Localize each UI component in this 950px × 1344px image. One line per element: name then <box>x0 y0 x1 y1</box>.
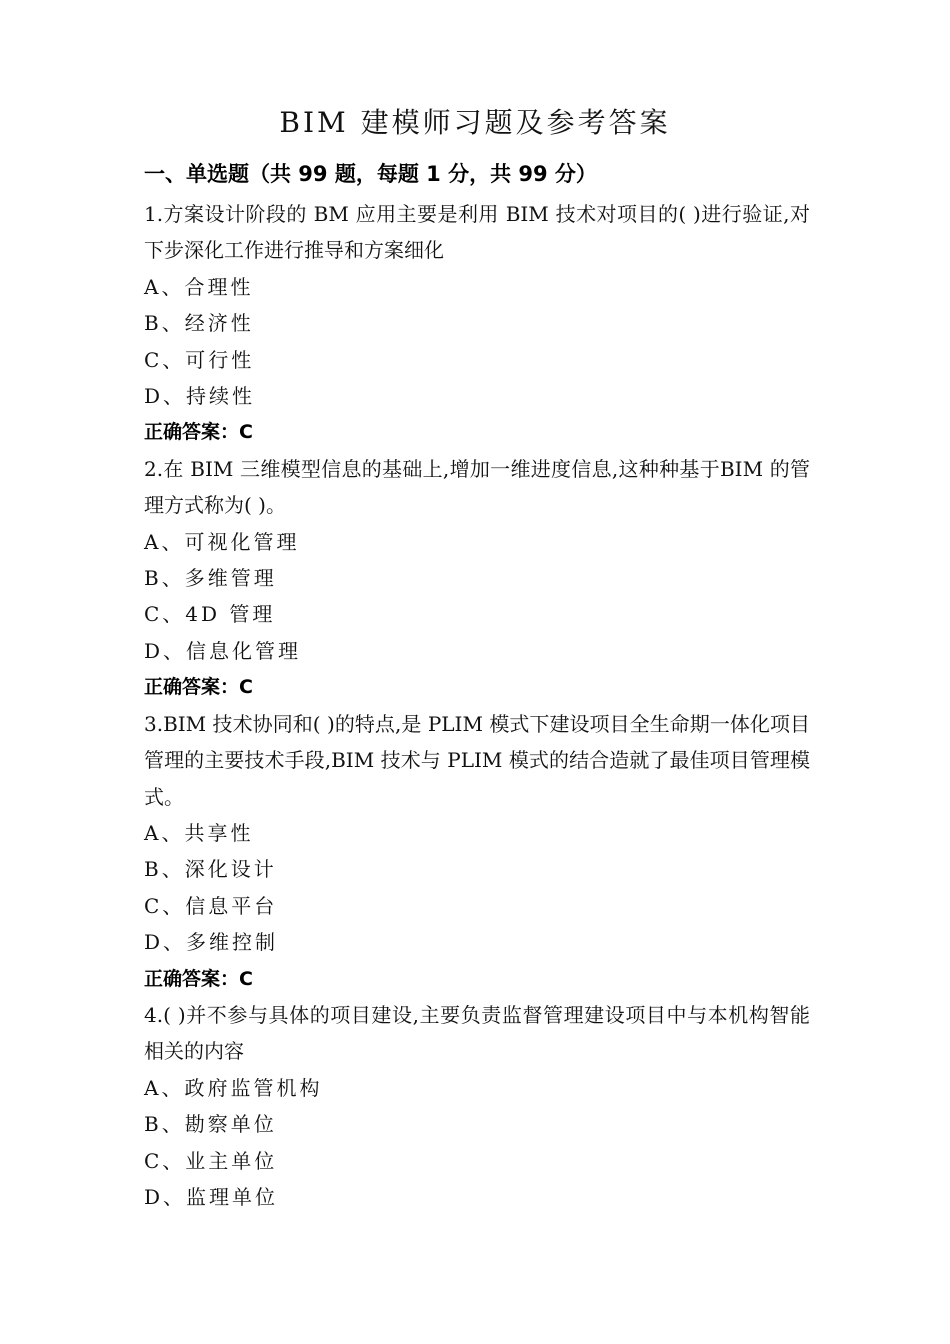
question-stem: 3.BIM 技术协同和( )的特点,是 PLIM 模式下建设项目全生命期一体化项目管理的主要技术手段,BIM 技术与 PLIM 模式的结合造就了最佳项目管理模式。 <box>144 711 810 809</box>
option-c: C、可行性 <box>144 347 255 372</box>
option-d: D、多维控制 <box>144 930 279 955</box>
question-stem: 4.( )并不参与具体的项目建设,主要负责监督管理建设项目中与本机构智能相关的内容 <box>144 1002 810 1064</box>
correct-answer: 正确答案：C <box>144 421 253 444</box>
document-title: BIM 建模师习题及参考答案 <box>279 106 671 139</box>
option-c: C、业主单位 <box>144 1148 278 1173</box>
question-4 <box>144 997 810 1215</box>
option-a: A、可视化管理 <box>144 529 300 554</box>
option-d: D、监理单位 <box>144 1184 279 1209</box>
option-a: A、政府监管机构 <box>144 1075 323 1100</box>
question-3 <box>144 706 810 997</box>
question-stem: 2.在 BIM 三维模型信息的基础上,增加一维进度信息,这种种基于BIM 的管理方式称为( )。 <box>144 456 810 518</box>
question-list <box>144 196 810 1215</box>
question-stem: 1.方案设计阶段的 BM 应用主要是利用 BIM 技术对项目的( )进行验证,对下步深化工作进行推导和方案细化 <box>144 202 810 263</box>
correct-answer: 正确答案：C <box>144 967 253 990</box>
option-c: C、信息平台 <box>144 893 278 918</box>
question-1 <box>144 196 810 451</box>
correct-answer: 正确答案：C <box>144 676 253 699</box>
option-b: B、经济性 <box>144 311 254 336</box>
option-a: A、共享性 <box>144 820 254 845</box>
question-2 <box>144 451 810 706</box>
option-b: B、多维管理 <box>144 566 277 591</box>
option-c: C、4D 管理 <box>144 602 276 627</box>
option-d: D、信息化管理 <box>144 638 302 663</box>
option-b: B、深化设计 <box>144 857 277 882</box>
section-heading: 一、单选题（共 99 题，每题 1 分，共 99 分） <box>144 162 597 186</box>
option-d: D、持续性 <box>144 384 256 409</box>
option-a: A、合理性 <box>144 274 254 299</box>
option-b: B、勘察单位 <box>144 1112 277 1137</box>
